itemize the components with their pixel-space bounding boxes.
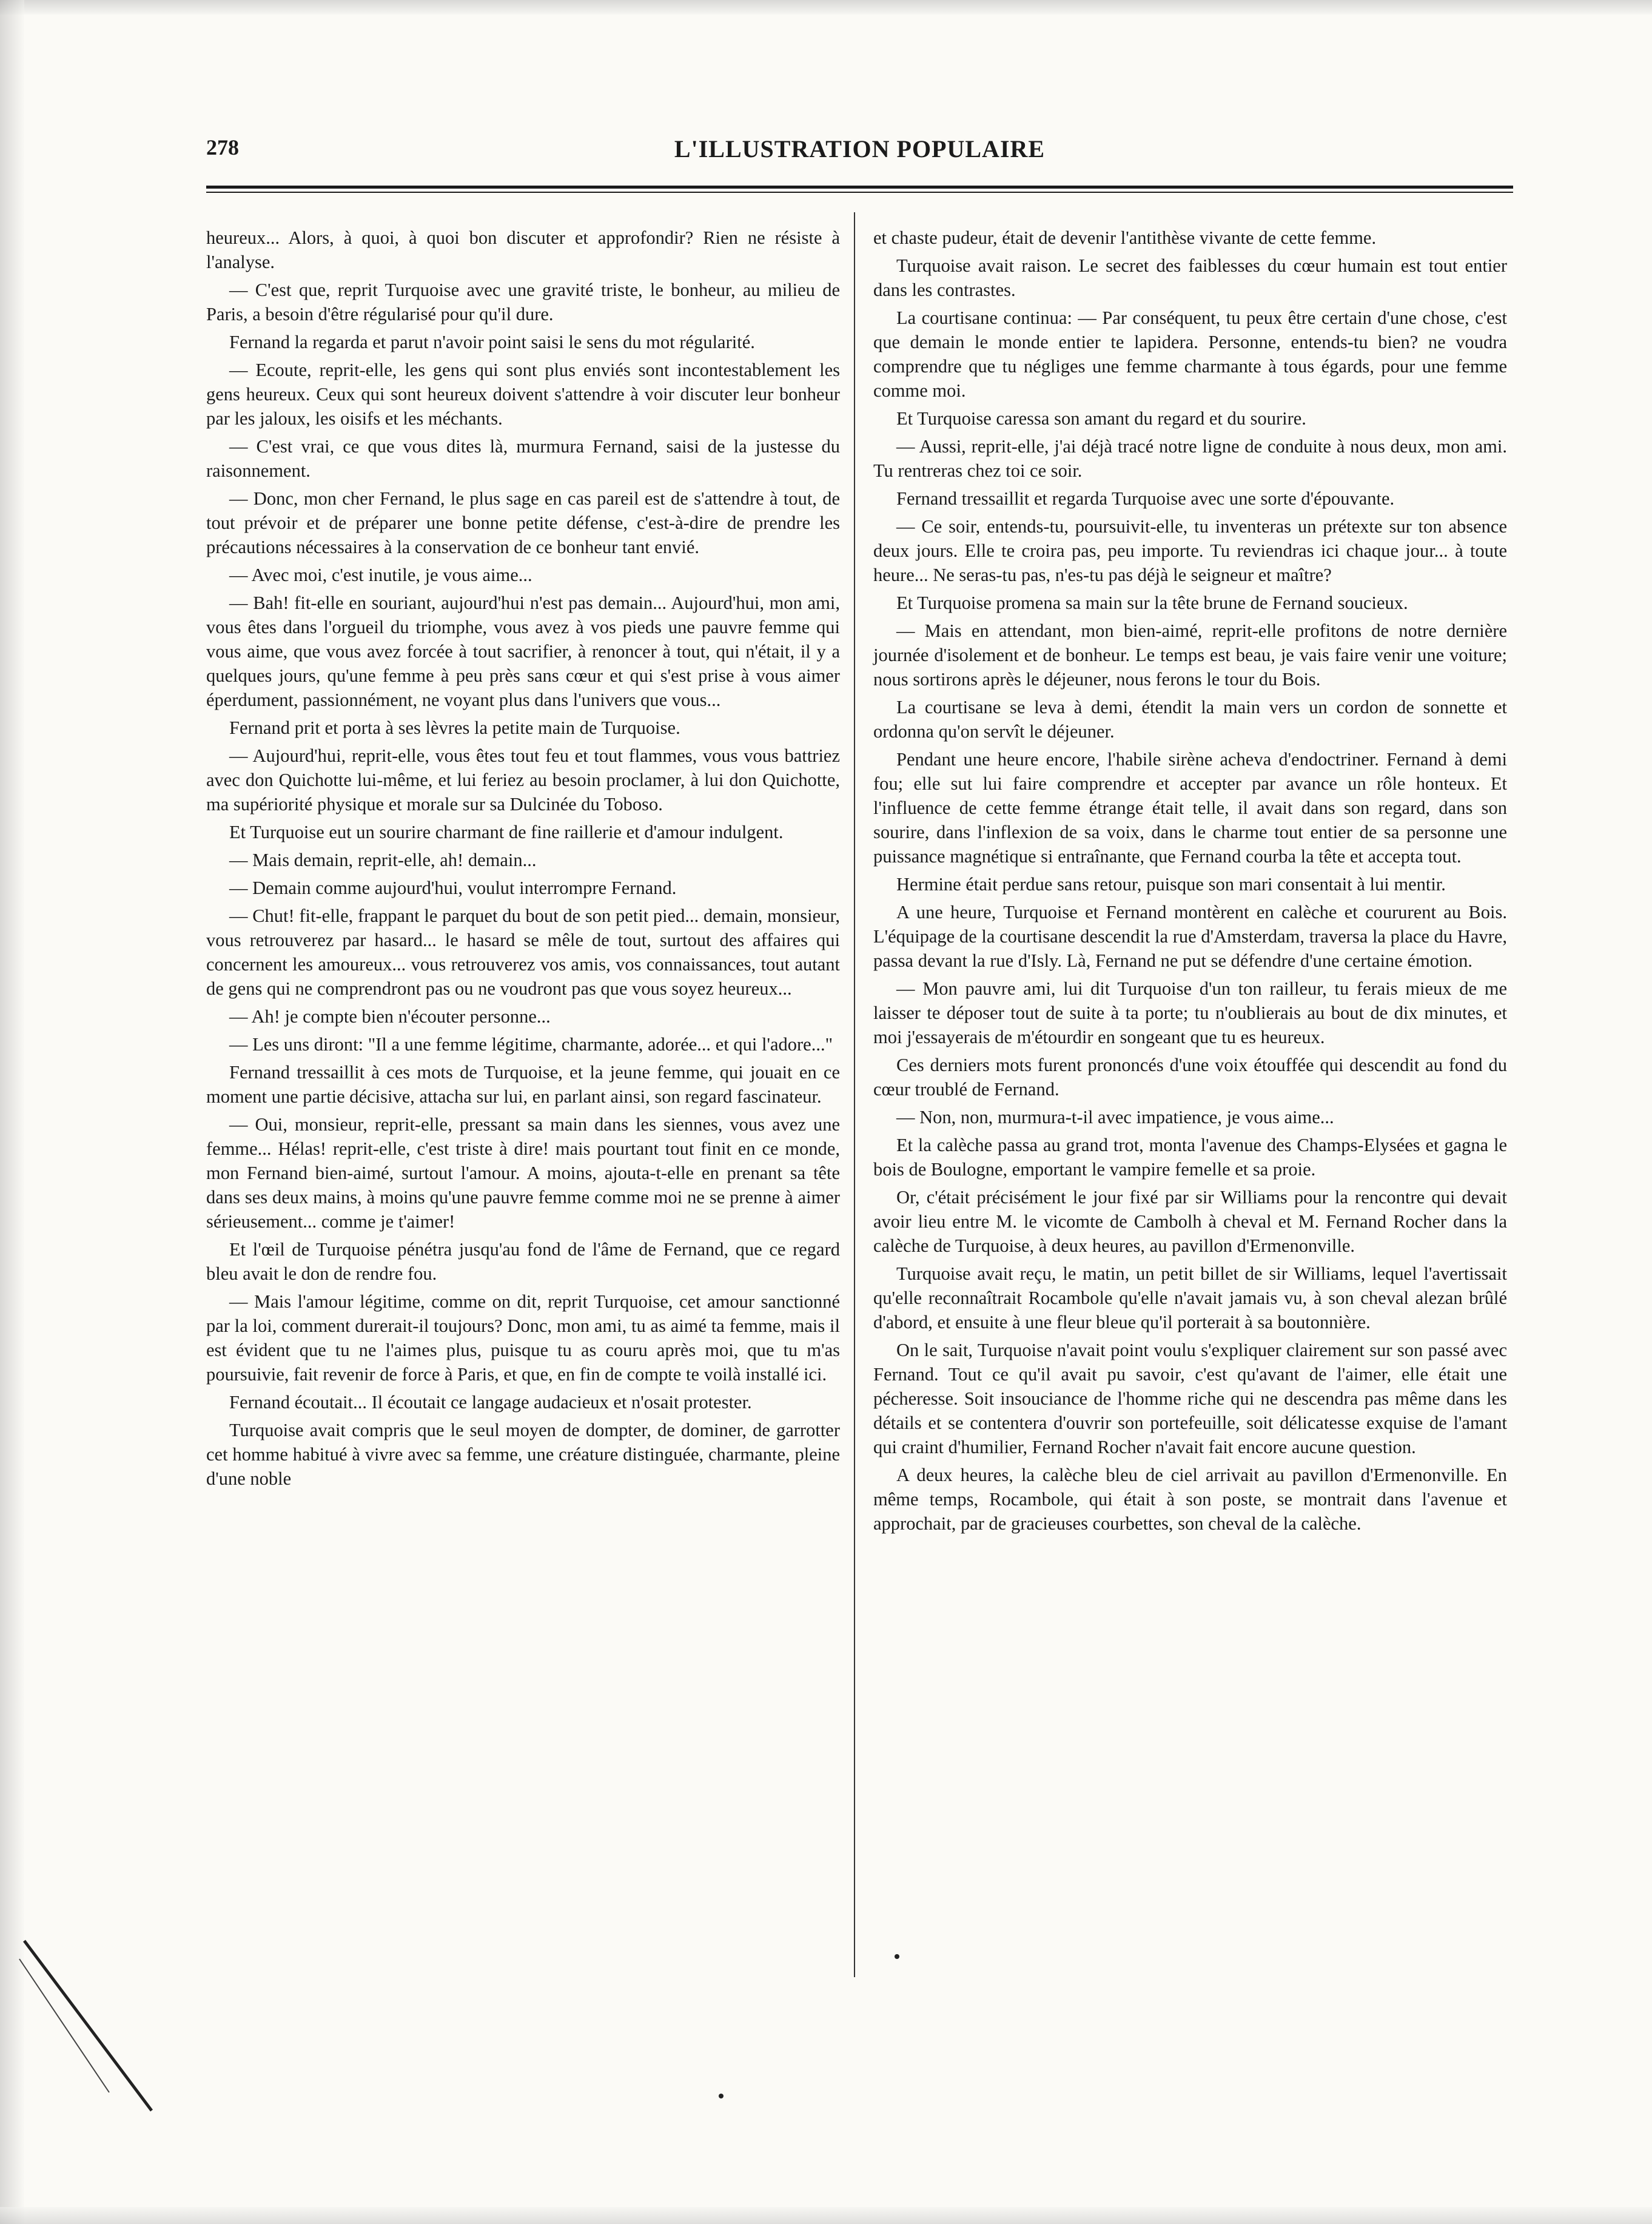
header-rule-thin — [206, 192, 1513, 193]
paragraph: Turquoise avait compris que le seul moyen de dompter, de dominer, de garrotter cet homme habitué à vivre avec sa femme, une créature distinguée, charmante, pleine d'une noble — [206, 1420, 840, 1489]
paragraph: A deux heures, la calèche bleu de ciel arrivait au pavillon d'Ermenonville. En même temps, Rocambole, qui était à son poste, se montrait dans l'avenue et approchait, par de gracieuses courbettes, son cheval de la calèche. — [873, 1465, 1507, 1534]
paragraph: — C'est que, reprit Turquoise avec une gravité triste, le bonheur, au milieu de Paris, a besoin d'être régularisé pour qu'il dure. — [206, 280, 840, 324]
paragraph: heureux... Alors, à quoi, à quoi bon discuter et approfondir? Rien ne résiste à l'analyse. — [206, 227, 840, 272]
paragraph: — Les uns diront: "Il a une femme légitime, charmante, adorée... et qui l'adore..." — [229, 1034, 833, 1055]
right-column — [873, 226, 1507, 1539]
paragraph: La courtisane se leva à demi, étendit la main vers un cordon de sonnette et ordonna qu'on servît le déjeuner. — [873, 697, 1507, 742]
paragraph: — Mon pauvre ami, lui dit Turquoise d'un ton railleur, tu ferais mieux de me laisser te déposer tout de suite à ta porte; tu n'oublierais au bout de dix minutes, et moi j'essayerais de m'étourdir en songeant que tu es heureux. — [873, 978, 1507, 1047]
scan-edge-bottom — [0, 2207, 1652, 2224]
scan-artifact-dot — [719, 2094, 724, 2098]
paragraph: Pendant une heure encore, l'habile sirène acheva d'endoctriner. Fernand à demi fou; elle sut lui faire comprendre et accepter par avance un rôle honteux. Et l'influence de cette femme étrange était telle, il avait dans son regard, dans son sourire, dans l'inflexion de sa voix, dans le charme tout entier de sa personne une puissance magnétique si entraînante, que Fernand courba la tête et accepta tout. — [873, 749, 1507, 867]
page-number: 278 — [206, 135, 239, 160]
page-header — [206, 135, 1513, 171]
paragraph: et chaste pudeur, était de devenir l'antithèse vivante de cette femme. — [873, 227, 1377, 248]
column-divider — [854, 212, 855, 1977]
paragraph: Fernand la regarda et parut n'avoir point saisi le sens du mot régularité. — [229, 332, 755, 352]
paragraph: — Oui, monsieur, reprit-elle, pressant sa main dans les siennes, vous avez une femme... Hélas! reprit-elle, c'est triste à dire! mais pourtant tout finit en ce monde, mon Fernand bien-aimé, surtout l'amour. A moins, ajouta-t-elle en prenant sa tête dans ses deux mains, à moins qu'une pauvre femme comme moi ne se prenne à aimer sérieusement... comme je t'aimer! — [206, 1114, 840, 1232]
paragraph: — Bah! fit-elle en souriant, aujourd'hui n'est pas demain... Aujourd'hui, mon ami, vous êtes dans l'orgueil du triomphe, vous avez à vos pieds une pauvre femme qui vous aime, que vous avez forcée à tout sacrifier, à renoncer à tout, qui n'était, il y a quelques jours, qu'une femme à peu près sans cœur et qui s'est prise à vous aimer éperdument, passionnément, ne voyant plus dans l'univers que vous... — [206, 593, 840, 710]
paragraph: Et Turquoise eut un sourire charmant de fine raillerie et d'amour indulgent. — [229, 822, 784, 842]
paragraph: — Chut! fit-elle, frappant le parquet du bout de son petit pied... demain, monsieur, vous retrouverez par hasard... le hasard se mêle de tout, surtout des affaires qui concernent les amoureux... vous retrouverez vos amis, vos connaissances, tout autant de gens qui ne comprendront pas ou ne voudront pas que vous soyez heureux... — [206, 905, 840, 999]
paragraph: Ces derniers mots furent prononcés d'une voix étouffée qui descendit au fond du cœur troublé de Fernand. — [873, 1055, 1507, 1100]
running-title: L'ILLUSTRATION POPULAIRE — [674, 135, 1046, 163]
paragraph: Hermine était perdue sans retour, puisque son mari consentait à lui mentir. — [896, 874, 1446, 895]
paragraph: — Non, non, murmura-t-il avec impatience, je vous aime... — [896, 1107, 1334, 1127]
paragraph: — Mais demain, reprit-elle, ah! demain... — [229, 850, 537, 870]
paragraph: La courtisane continua: — Par conséquent, tu peux être certain d'une chose, c'est que demain le monde entier te lapidera. Personne, entends-tu bien? ne voudra comprendre que tu négliges une femme charmante à tous égards, pour une femme comme moi. — [873, 307, 1507, 401]
scan-edge-left — [0, 0, 24, 2224]
paragraph: Et Turquoise promena sa main sur la tête brune de Fernand soucieux. — [896, 593, 1408, 613]
paragraph: A une heure, Turquoise et Fernand montèrent en calèche et coururent au Bois. L'équipage de la courtisane descendit la rue d'Amsterdam, traversa la place du Havre, passa devant la rue d'Isly. Là, Fernand ne put se défendre d'une certaine émotion. — [873, 902, 1507, 971]
paragraph: — Aujourd'hui, reprit-elle, vous êtes tout feu et tout flammes, vous vous battriez avec don Quichotte lui-même, et lui feriez au besoin proclamer, à lui don Quichotte, ma supériorité physique et morale sur sa Dulcinée du Toboso. — [206, 745, 840, 815]
left-column — [206, 226, 840, 1494]
paragraph: Et la calèche passa au grand trot, monta l'avenue des Champs-Elysées et gagna le bois de Boulogne, emportant le vampire femelle et sa proie. — [873, 1135, 1507, 1180]
paragraph: Fernand prit et porta à ses lèvres la petite main de Turquoise. — [229, 717, 680, 738]
header-rule-thick — [206, 186, 1513, 189]
paragraph: Or, c'était précisément le jour fixé par sir Williams pour la rencontre qui devait avoir lieu entre M. le vicomte de Cambolh à cheval et M. Fernand Rocher dans la calèche de Turquoise, à deux heures, au pavillon d'Ermenonville. — [873, 1187, 1507, 1256]
paragraph: On le sait, Turquoise n'avait point voulu s'expliquer clairement sur son passé avec Fernand. Tout ce qu'il avait pu savoir, c'est qu'avant de l'aimer, elle était une pécheresse. Soit insouciance de l'homme riche qui ne descendra pas même dans les détails et se contentera d'ouvrir son portefeuille, soit délicatesse exquise de l'amant qui craint d'humilier, Fernand Rocher n'avait fait encore aucune question. — [873, 1340, 1507, 1457]
paragraph: — Mais en attendant, mon bien-aimé, reprit-elle profitons de notre dernière journée d'isolement et de bonheur. Le temps est beau, je vais faire venir une voiture; nous sortirons après le déjeuner, nous ferons le tour du Bois. — [873, 620, 1507, 690]
paragraph: — Aussi, reprit-elle, j'ai déjà tracé notre ligne de conduite à nous deux, mon ami. Tu rentreras chez toi ce soir. — [873, 436, 1507, 481]
paragraph: Fernand écoutait... Il écoutait ce langage audacieux et n'osait protester. — [229, 1392, 752, 1413]
paragraph: — Ce soir, entends-tu, poursuivit-elle, tu inventeras un prétexte sur ton absence deux jours. Elle te croira pas, peu importe. Tu reviendras ici chaque jour... à toute heure... Ne seras-tu pas, n'es-tu pas déjà le seigneur et maître? — [873, 516, 1507, 585]
paragraph: — Avec moi, c'est inutile, je vous aime... — [229, 565, 532, 585]
paragraph: Et Turquoise caressa son amant du regard et du sourire. — [896, 408, 1306, 429]
paragraph: — C'est vrai, ce que vous dites là, murmura Fernand, saisi de la justesse du raisonnement. — [206, 436, 840, 481]
scan-edge-top — [0, 0, 1652, 15]
scan-artifact-diagonal — [18, 1935, 158, 2117]
paragraph: — Mais l'amour légitime, comme on dit, reprit Turquoise, cet amour sanctionné par la loi, comment durerait-il toujours? Donc, mon ami, tu as aimé ta femme, mais il est évident que tu ne l'aimes plus, puisque tu as couru après moi, que tu m'as poursuivie, fait revenir de force à Paris, et que, en fin de compte te voilà installé ici. — [206, 1291, 840, 1385]
paragraph: — Ah! je compte bien n'écouter personne... — [229, 1006, 551, 1027]
paragraph: Et l'œil de Turquoise pénétra jusqu'au fond de l'âme de Fernand, que ce regard bleu avait le don de rendre fou. — [206, 1239, 840, 1284]
paragraph: Fernand tressaillit à ces mots de Turquoise, et la jeune femme, qui jouait en ce moment une partie décisive, attacha sur lui, en parlant ainsi, son regard fascinateur. — [206, 1062, 840, 1107]
paragraph: — Ecoute, reprit-elle, les gens qui sont plus enviés sont incontestablement les gens heureux. Ceux qui sont heureux doivent s'attendre à voir discuter leur bonheur par les jaloux, les oisifs et les méchants. — [206, 360, 840, 429]
paragraph: — Donc, mon cher Fernand, le plus sage en cas pareil est de s'attendre à tout, de tout prévoir et de préparer une bonne petite défense, c'est-à-dire de prendre les précautions nécessaires à la conservation de ce bonheur tant envié. — [206, 488, 840, 557]
paragraph: Fernand tressaillit et regarda Turquoise avec une sorte d'épouvante. — [896, 488, 1395, 509]
scan-artifact-dot — [895, 1954, 899, 1959]
paragraph: — Demain comme aujourd'hui, voulut interrompre Fernand. — [229, 878, 677, 898]
paragraph: Turquoise avait raison. Le secret des faiblesses du cœur humain est tout entier dans les contrastes. — [873, 255, 1507, 300]
paragraph: Turquoise avait reçu, le matin, un petit billet de sir Williams, lequel l'avertissait qu'elle reconnaîtrait Rocambole qu'elle n'avait jamais vu, à son cheval alezan brûlé d'abord, et ensuite à une fleur bleue qu'il porterait à sa boutonnière. — [873, 1263, 1507, 1332]
